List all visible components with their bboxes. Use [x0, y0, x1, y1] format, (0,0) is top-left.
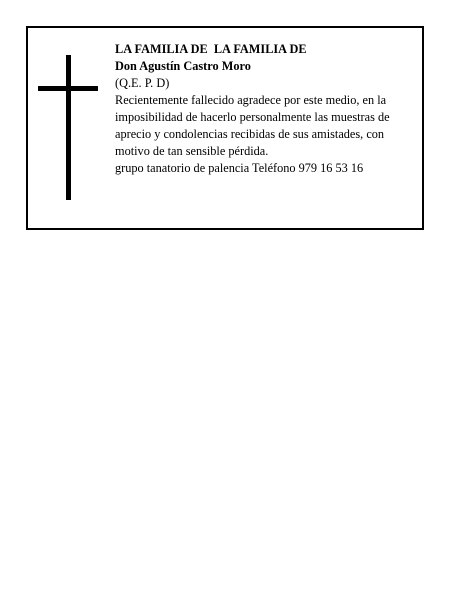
funeral-home-contact: grupo tanatorio de palencia Teléfono 979 16 53 16	[115, 161, 364, 175]
notice-message: Recientemente fallecido agradece por este medio, en la imposibilidad de hacerlo personalmente las muestras de aprecio y condolencias recibidas de sus amistades, con motivo de tan sensible pérdida.	[115, 93, 390, 158]
deceased-name: Don Agustín Castro Moro	[115, 59, 251, 73]
obituary-notice	[26, 26, 424, 230]
notice-text	[115, 41, 421, 177]
cross-horizontal-bar	[38, 86, 98, 91]
notice-heading: LA FAMILIA DE LA FAMILIA DE	[115, 42, 307, 56]
rip-abbreviation: (Q.E. P. D)	[115, 76, 170, 90]
latin-cross-icon	[38, 55, 98, 200]
cross-vertical-bar	[66, 55, 71, 200]
